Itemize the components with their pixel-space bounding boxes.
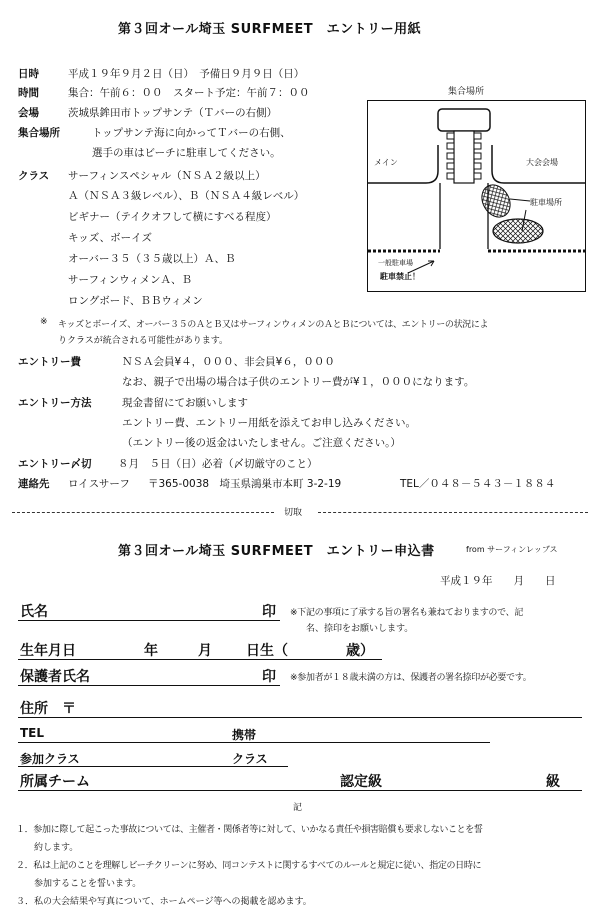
fee-note: なお、親子で出場の場合は子供のエントリー費が¥１，０００になります。 bbox=[122, 376, 475, 388]
contact-tel: TEL／０４８－５４３－１８８４ bbox=[400, 478, 556, 490]
time-label: 時間 bbox=[18, 87, 39, 99]
method-line: （エントリー後の返金はいたしません。ご注意ください。） bbox=[122, 437, 401, 449]
grade-label: 認定級 bbox=[340, 774, 382, 790]
guardian-seal: 印 bbox=[262, 669, 276, 685]
method-line: 現金書留にてお願いします bbox=[122, 397, 248, 409]
name-note: 名、捺印をお願いします。 bbox=[306, 624, 414, 634]
class-item: サーフィンウィメンＡ、Ｂ bbox=[68, 274, 193, 286]
team-grade-input-line[interactable] bbox=[18, 790, 582, 791]
class-entry-suffix: クラス bbox=[232, 752, 268, 766]
terms-item: ２．私は上記のことを理解しビーチクリーンに努め、同コンテストに関するすべてのルールと規定に従い、指定の日時に bbox=[16, 861, 482, 871]
class-input-line[interactable] bbox=[18, 766, 288, 767]
team-label: 所属チーム bbox=[20, 774, 90, 790]
venue-value: 茨城県鉾田市トップサンテ（Ｔバーの右側） bbox=[68, 107, 278, 119]
entry-title: 第３回オール埼玉 SURFMEET エントリー用紙 bbox=[118, 22, 422, 37]
name-label: 氏名 bbox=[20, 604, 48, 620]
map-public-parking-label: 一般駐車場 bbox=[378, 259, 413, 267]
map-parking-label: 駐車場所 bbox=[530, 198, 562, 207]
cut-line-right bbox=[318, 512, 588, 513]
class-item: サーフィンスペシャル（ＮＳＡ２級以上） bbox=[68, 170, 266, 182]
class-item: ビギナー（テイクオフして横にすべる程度） bbox=[68, 211, 277, 223]
terms-item: 参加することを誓います。 bbox=[16, 879, 142, 889]
class-item: キッズ、ボーイズ bbox=[68, 232, 152, 244]
form-title: 第３回オール埼玉 SURFMEET エントリー申込書 bbox=[118, 544, 435, 559]
contact-name: ロイスサーフ bbox=[68, 478, 130, 490]
birth-year: 年 bbox=[144, 643, 158, 659]
meeting-map bbox=[367, 100, 586, 292]
terms-item: １．参加に際して起こった事故については、主催者・関係者等に対して、いかなる責任や損害賠償も要求しないことを誓 bbox=[16, 825, 483, 835]
name-input-line[interactable] bbox=[18, 620, 280, 621]
contact-label: 連絡先 bbox=[18, 478, 50, 490]
note-line: キッズとボーイズ、オーバー３５のＡとＢ又はサーフィンウィメンのＡとＢについては、エントリーの状況によ bbox=[58, 320, 489, 330]
form-from: from サーフィンレッブス bbox=[466, 545, 558, 554]
guardian-note: ※参加者が１８歳未満の方は、保護者の署名捺印が必要です。 bbox=[290, 673, 532, 683]
name-seal: 印 bbox=[262, 604, 276, 620]
class-item: オーバー３５（３５歳以上）Ａ、Ｂ bbox=[68, 253, 236, 265]
name-note: ※下記の事項に了承する旨の署名も兼ねておりますので、記 bbox=[290, 608, 524, 618]
deadline-label: エントリー〆切 bbox=[18, 458, 92, 470]
date-label: 日時 bbox=[18, 68, 39, 80]
address-label: 住所 〒 bbox=[20, 701, 76, 717]
terms-item: ３．私の大会結果や写真について、ホームページ等への掲載を認めます。 bbox=[16, 897, 312, 907]
guardian-input-line[interactable] bbox=[18, 685, 280, 686]
deadline-value: ８月 ５日（日）必着（〆切厳守のこと） bbox=[118, 458, 318, 470]
grade-suffix: 級 bbox=[546, 774, 560, 790]
class-entry-label: 参加クラス bbox=[20, 752, 80, 766]
tel-input-line[interactable] bbox=[18, 742, 490, 743]
terms-heading: 記 bbox=[293, 803, 303, 813]
cut-line-left bbox=[12, 512, 274, 513]
birth-age: 歳） bbox=[346, 643, 374, 659]
birth-label: 生年月日 bbox=[20, 643, 76, 659]
tel-label: TEL bbox=[20, 726, 45, 740]
form-date: 平成１９年 月 日 bbox=[440, 575, 556, 587]
map-venue-label: 大会会場 bbox=[526, 158, 558, 167]
guardian-label: 保護者氏名 bbox=[20, 669, 90, 685]
class-label: クラス bbox=[18, 170, 50, 182]
meeting-place-value: トップサンテ海に向かってＴバーの右側、 bbox=[92, 127, 291, 139]
method-label: エントリー方法 bbox=[18, 397, 92, 409]
birth-input-line[interactable] bbox=[18, 659, 382, 660]
note-mark: ※ bbox=[40, 317, 48, 327]
meeting-place-label: 集合場所 bbox=[18, 127, 60, 139]
date-value: 平成１９年９月２日（日） 予備日９月９日（日） bbox=[68, 68, 305, 80]
address-input-line[interactable] bbox=[18, 717, 582, 718]
cut-label: 切取 bbox=[284, 508, 303, 518]
fee-value: ＮＳＡ会員¥４，０００、非会員¥６，０００ bbox=[122, 356, 335, 368]
time-value: 集合：午前６：００ スタート予定：午前７：００ bbox=[68, 87, 310, 99]
birth-day: 日生（ bbox=[246, 643, 288, 659]
map-main-label: メイン bbox=[374, 158, 398, 167]
fee-label: エントリー費 bbox=[18, 356, 81, 368]
map-title: 集合場所 bbox=[448, 87, 485, 97]
meeting-place-note: 選手の車はビーチに駐車してください。 bbox=[92, 147, 281, 159]
method-line: エントリー費、エントリー用紙を添えてお申し込みください。 bbox=[122, 417, 416, 429]
venue-label: 会場 bbox=[18, 107, 39, 119]
mobile-label: 携帯 bbox=[232, 728, 257, 742]
class-item: Ａ（ＮＳＡ３級レベル）、Ｂ（ＮＳＡ４級レベル） bbox=[68, 190, 305, 202]
terms-item: 約します。 bbox=[16, 843, 79, 853]
contact-address: 〒365-0038 埼玉県鴻巣市本町 3-2-19 bbox=[148, 478, 342, 490]
birth-month: 月 bbox=[198, 643, 212, 659]
class-item: ロングボード、ＢＢウィメン bbox=[68, 295, 203, 307]
note-line: りクラスが統合される可能性があります。 bbox=[58, 336, 229, 346]
map-no-parking-label: 駐車禁止！ bbox=[380, 272, 420, 281]
